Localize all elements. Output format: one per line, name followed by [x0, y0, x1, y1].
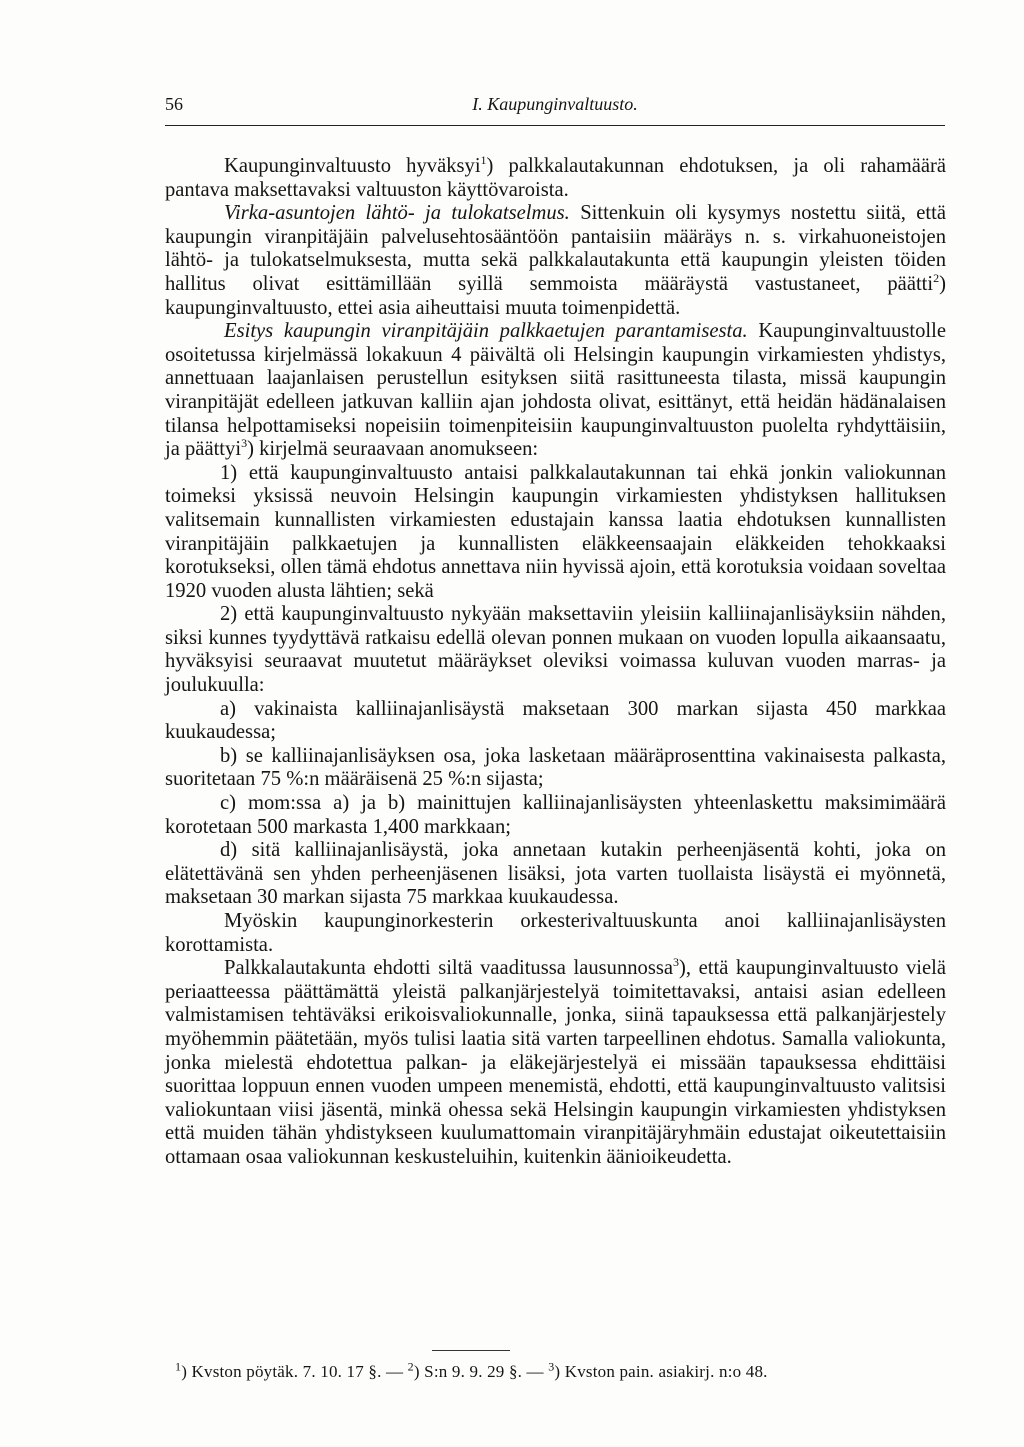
section-heading: Virka-asuntojen lähtö- ja tulokatselmus. [224, 202, 570, 225]
footnote-ref: 3 [241, 436, 248, 451]
sub-item-b: b) se kalliinajanlisäyksen osa, joka lasketaan määräprosenttina vakinaisesta palkasta, suoritetaan 75 %:n määräisenä 25 %:n sijasta; [165, 744, 946, 791]
list-item-2: 2) että kaupunginvaltuusto nykyään maksettaviin yleisiin kalliinajanlisäyksiin nähden, siksi kunnes tyydyttävä ratkaisu edellä olevan ponnen mukaan on vuoden lopulla aikaansaatu, hyväksyisi seuraavat muutetut määräykset oleviksi voimassa kuluvan vuoden marras- ja joulukuulla: [165, 603, 946, 697]
sub-item-d: d) sitä kalliinajanlisäystä, joka annetaan kutakin perheenjäsentä kohti, joka on elätettävänä sen yhden perheenjäsenen lisäksi, jota varten tuollaista lisäystä ei myönnetä, maksetaan 30 markan sijasta 75 markkaa kuukaudessa. [165, 839, 946, 909]
footnote-ref: 3 [673, 955, 680, 970]
sub-item-c: c) mom:ssa a) ja b) mainittujen kalliinajanlisäysten yhteenlaskettu maksimimäärä korotetaan 500 markasta 1,400 markkaan; [165, 792, 946, 838]
footnote-ref: 2 [933, 271, 940, 286]
paragraph-approval: Kaupunginvaltuusto hyväksyi$^1$) palkkalautakunnan ehdotuksen, ja oli rahamäärä pantava maksettavaksi valtuuston käyttövaroista. [165, 153, 946, 201]
footnote-mark: 1 [175, 1359, 182, 1374]
footnote-mark: 2 [407, 1359, 414, 1374]
paragraph-committee: Palkkalautakunta ehdotti siltä vaaditussa lausunnossa$^3$), että kaupunginvaltuusto vielä periaatteessa päättämättä yleistä palkanjärjestelyä toimitettavaksi, antaisi asian edelleen valmistamisen tehtäväksi erikoisvaliokunnalle, jonka, siinä tapauksessa että palkanjärjestely myöhemmin päätetään, myös tulisi laatia sitä varten tarpeellinen ehdotus. Samalla valiokunta, jonka mielestä ehdotettua palkan- ja eläkejärjestelyä ei missään tapauksessa ehdittäisi suorittaa loppuun ennen vuoden umpeen menemistä, ehdotti, että kaupunginvaltuusto valitsisi valiokuntaan viisi jäsentä, minkä ohessa sekä Helsingin kaupungin virkamiesten yhdistyksen että muiden tähän yhdistykseen kuulumattomain viranpitäjäryhmäin edustajat oikeutettaisiin ottamaan osaa valiokunnan keskusteluihin, kuitenkin äänioikeudetta. [165, 955, 946, 1168]
header-rule [165, 125, 945, 126]
page-number: 56 [165, 94, 183, 114]
paragraph-orchestra: Myöskin kaupunginorkesterin orkesterivaltuuskunta anoi kalliinajanlisäysten korottamista. [165, 910, 946, 956]
list-item-1: 1) että kaupunginvaltuusto antaisi palkkalautakunnan tai ehkä jonkin valiokunnan toimeksi yksissä neuvoin Helsingin kaupungin virkamiesten yhdistyksen hallituksen valitsemain kunnallisten virkamiesten edustajain kanssa laatia ehdotuksen kunnallisten viranpitäjäin palkkaetujen ja kunnallisten eläkkeensaajain eläkkeiden tehokkaaksi korotukseksi, ollen tämä ehdotus annettava niin hyvissä ajoin, että korotuksia voidaan soveltaa 1920 vuoden alusta lähtien; sekä [165, 461, 946, 602]
footnotes [175, 1359, 955, 1382]
footnote-ref: 1 [480, 153, 487, 168]
sub-item-a: a) vakinaista kalliinajanlisäystä maksetaan 300 markan sijasta 450 markkaa kuukaudessa; [165, 697, 946, 744]
footnote-2: ) S:n 9. 9. 29 §. — [413, 1362, 549, 1381]
paragraph-salary-proposal: Esitys kaupungin viranpitäjäin palkkaetujen parantamisesta. Kaupunginvaltuustolle osoitetussa kirjelmässä lokakuun 4 päivältä oli Helsingin kaupungin virkamiesten yhdistys, annettuaan laajanlaisen perustellun esityksen siitä rasittuneesta tilasta, missä kaupungin viranpitäjät edelleen jatkuvan kalliin ajan johdosta olivat, esittänyt, että heidän hädänalaisen tilansa helpottamiseksi nopeisiin toimenpiteisiin kaupunginvaltuuston puolelta ryhdyttäisiin, ja päättyi$^3$) kirjelmä seuraavaan anomukseen: [165, 320, 946, 461]
footnote-rule [432, 1350, 510, 1351]
section-heading: Esitys kaupungin viranpitäjäin palkkaetujen parantamisesta. [224, 320, 748, 343]
footnote-mark: 3 [548, 1359, 555, 1374]
footnote-1: ) Kvston pöytäk. 7. 10. 17 §. — [181, 1362, 408, 1381]
footnote-3: ) Kvston pain. asiakirj. n:o 48. [554, 1362, 768, 1381]
running-title: I. Kaupunginvaltuusto. [472, 94, 638, 114]
main-text [165, 155, 946, 1170]
paragraph-housing-inspection: Virka-asuntojen lähtö- ja tulokatselmus. Sittenkuin oli kysymys nostettu siitä, että kaupungin viranpitäjäin palvelusehtosääntöön pantaisiin määräys n. s. virkahuoneistojen lähtö- ja tulokatselmuksesta, mutta sekä palkkalautakunta että kaupungin yleisten töiden hallitus olivat esittämillään syillä semmoista määräystä vastustaneet, päätti$^2$) kaupunginvaltuusto, ettei asia aiheuttaisi muuta toimenpidettä. [165, 202, 946, 319]
